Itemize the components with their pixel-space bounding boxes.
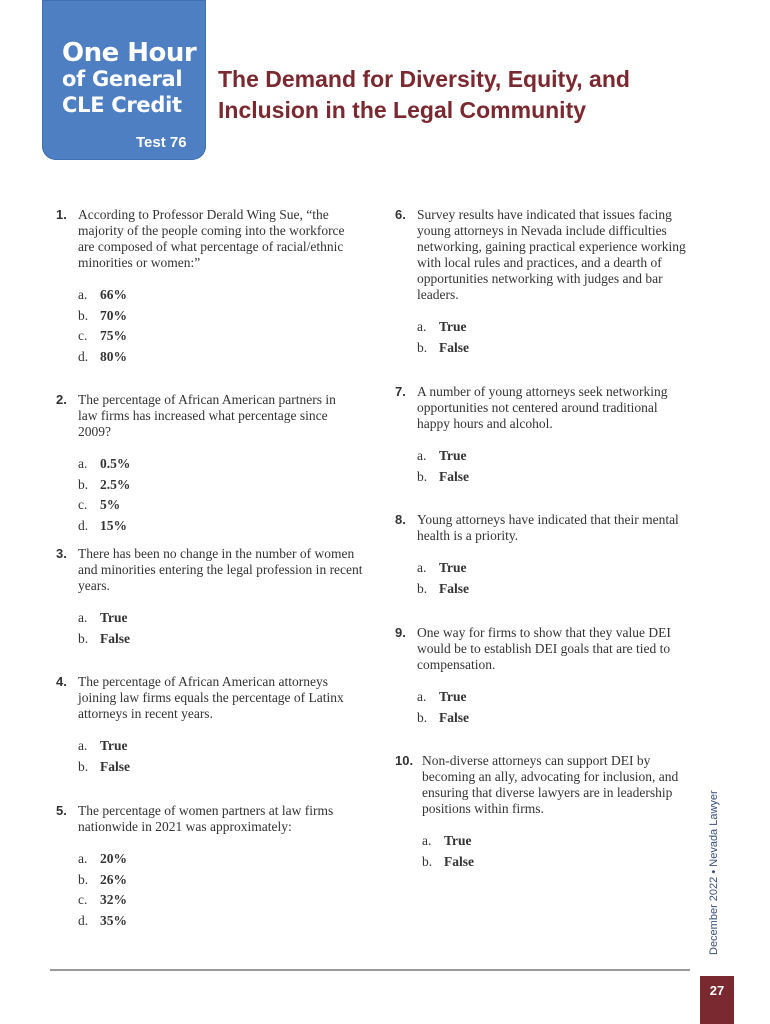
option-letter: a. [417, 319, 427, 335]
answer-options [417, 687, 690, 728]
option-b[interactable] [417, 708, 690, 729]
option-letter: b. [417, 468, 428, 484]
option-letter: d. [78, 348, 89, 364]
option-b[interactable] [78, 870, 356, 891]
option-value: 0.5% [100, 456, 131, 472]
option-letter: a. [78, 610, 88, 626]
option-letter: a. [78, 287, 88, 303]
question-number: 3. [56, 546, 67, 561]
option-value: 70% [100, 307, 127, 323]
answer-options [78, 608, 366, 649]
question-text: Survey results have indicated that issues facing young attorneys in Nevada include difficulties networking, gaining practical experience working with local rules and practices, and a dearth of opportunities networking with judges and bar leaders. [417, 207, 686, 302]
option-b[interactable] [78, 757, 356, 778]
question-text: According to Professor Derald Wing Sue, “the majority of the people coming into the workforce are composed of what percentage of racial/ethnic minorities or women:” [78, 207, 345, 270]
option-value: 2.5% [100, 476, 131, 492]
option-value: True [439, 319, 467, 335]
answer-options [78, 454, 356, 536]
question-number: 7. [395, 384, 406, 399]
question-number: 6. [395, 207, 406, 222]
question-number: 8. [395, 512, 406, 527]
publication-name: Nevada Lawyer [708, 790, 720, 867]
option-value: True [100, 610, 128, 626]
option-value: 15% [100, 517, 127, 533]
answer-options [417, 446, 685, 487]
option-letter: d. [78, 517, 89, 533]
option-letter: b. [417, 580, 428, 596]
question-number: 4. [56, 674, 67, 689]
question-number: 9. [395, 625, 406, 640]
option-value: False [439, 709, 469, 725]
answer-options [78, 736, 356, 777]
option-a[interactable] [78, 454, 356, 475]
option-letter: a. [417, 689, 427, 705]
answer-options [417, 558, 695, 599]
question-10 [395, 753, 690, 872]
badge-line-1: One Hour [62, 38, 197, 68]
separator-dot: • [708, 869, 720, 874]
option-b[interactable] [417, 467, 685, 488]
badge-line-2: of General [62, 67, 183, 91]
title-line-2: Inclusion in the Legal Community [218, 97, 587, 123]
option-letter: a. [417, 448, 427, 464]
option-letter: c. [78, 892, 88, 908]
option-value: 80% [100, 348, 127, 364]
option-value: 5% [100, 497, 121, 513]
question-number: 5. [56, 803, 67, 818]
question-6 [395, 207, 700, 358]
question-text: Young attorneys have indicated that their mental health is a priority. [417, 512, 679, 543]
option-letter: a. [417, 560, 427, 576]
option-value: True [444, 833, 472, 849]
option-letter: b. [78, 871, 89, 887]
question-3 [56, 546, 366, 649]
option-d[interactable] [78, 516, 356, 537]
question-1 [56, 207, 356, 367]
option-value: False [439, 339, 469, 355]
question-text: Non-diverse attorneys can support DEI by becoming an ally, advocating for inclusion, and ensuring that diverse lawyers are in leadership positions within firms. [422, 753, 679, 816]
title-line-1: The Demand for Diversity, Equity, and [218, 66, 630, 92]
option-b[interactable] [78, 306, 356, 327]
option-value: 35% [100, 912, 127, 928]
option-a[interactable] [417, 446, 685, 467]
question-text: The percentage of women partners at law firms nationwide in 2021 was approximately: [78, 803, 334, 834]
option-letter: b. [422, 853, 433, 869]
option-b[interactable] [78, 475, 356, 496]
badge-title [62, 40, 202, 118]
option-d[interactable] [78, 347, 356, 368]
option-value: False [100, 758, 130, 774]
option-c[interactable] [78, 495, 356, 516]
option-a[interactable] [78, 608, 366, 629]
question-text: One way for firms to show that they value DEI would be to establish DEI goals that are tied to compensation. [417, 625, 671, 672]
option-value: True [439, 448, 467, 464]
option-letter: a. [78, 851, 88, 867]
option-a[interactable] [417, 558, 695, 579]
option-c[interactable] [78, 890, 356, 911]
option-value: True [439, 689, 467, 705]
option-letter: b. [78, 758, 89, 774]
option-value: 66% [100, 287, 127, 303]
option-letter: a. [422, 833, 432, 849]
option-letter: d. [78, 912, 89, 928]
question-9 [395, 625, 690, 728]
option-value: 75% [100, 328, 127, 344]
option-b[interactable] [78, 629, 366, 650]
option-value: True [100, 738, 128, 754]
option-c[interactable] [78, 326, 356, 347]
answer-options [78, 849, 356, 931]
option-value: False [444, 853, 474, 869]
question-text: A number of young attorneys seek networking opportunities not centered around traditional happy hours and alcohol. [417, 384, 668, 431]
option-letter: b. [417, 709, 428, 725]
option-letter: a. [78, 456, 88, 472]
option-letter: a. [78, 738, 88, 754]
option-value: False [439, 468, 469, 484]
option-a[interactable] [422, 831, 690, 852]
option-a[interactable] [78, 849, 356, 870]
option-a[interactable] [78, 736, 356, 757]
option-a[interactable] [417, 317, 700, 338]
option-letter: b. [417, 339, 428, 355]
test-number: Test 76 [136, 134, 187, 151]
question-text: The percentage of African American partners in law firms has increased what percentage since 2009? [78, 392, 336, 439]
question-number: 1. [56, 207, 67, 222]
question-4 [56, 674, 356, 777]
answer-options [78, 285, 356, 367]
cle-credit-badge [42, 0, 206, 160]
question-number: 10. [395, 753, 414, 768]
question-7 [395, 384, 685, 487]
option-letter: b. [78, 630, 89, 646]
question-text: The percentage of African American attorneys joining law firms equals the percentage of Latinx attorneys in recent years. [78, 674, 344, 721]
page-title [218, 64, 738, 126]
option-d[interactable] [78, 911, 356, 932]
issue-sidebar [708, 790, 720, 955]
option-b[interactable] [422, 852, 690, 873]
option-letter: c. [78, 328, 88, 344]
option-b[interactable] [417, 338, 700, 359]
option-value: 26% [100, 871, 127, 887]
option-letter: b. [78, 476, 89, 492]
answer-options [417, 317, 700, 358]
option-value: 32% [100, 892, 127, 908]
option-value: False [100, 630, 130, 646]
option-b[interactable] [417, 579, 695, 600]
badge-line-3: CLE Credit [62, 93, 182, 117]
option-value: 20% [100, 851, 127, 867]
option-a[interactable] [78, 285, 356, 306]
answer-options [422, 831, 690, 872]
page-number: 27 [700, 976, 734, 1024]
question-number: 2. [56, 392, 67, 407]
option-letter: b. [78, 307, 89, 323]
option-a[interactable] [417, 687, 690, 708]
issue-date: December 2022 [708, 876, 720, 955]
question-2 [56, 392, 356, 536]
option-letter: c. [78, 497, 88, 513]
option-value: False [439, 580, 469, 596]
question-5 [56, 803, 356, 931]
bottom-rule [50, 969, 690, 971]
question-8 [395, 512, 695, 599]
option-value: True [439, 560, 467, 576]
question-text: There has been no change in the number of women and minorities entering the legal profession in recent years. [78, 546, 363, 593]
